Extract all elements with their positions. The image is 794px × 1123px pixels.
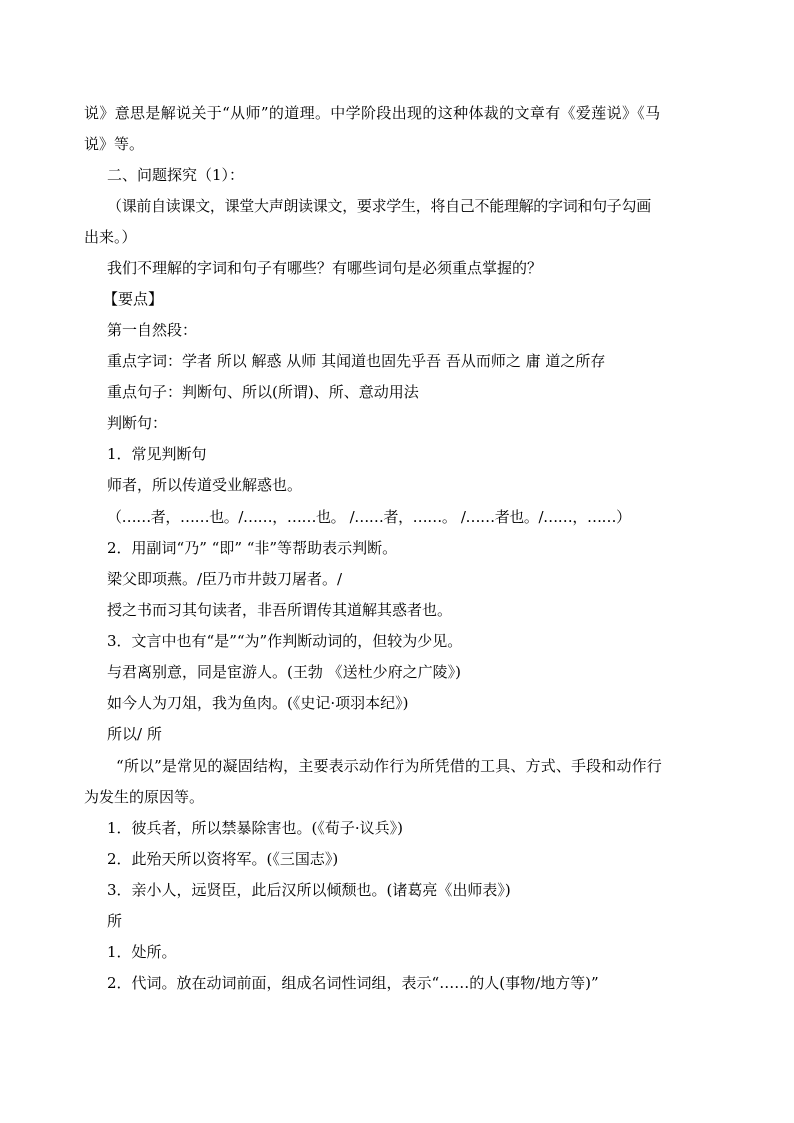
section-heading: 所 (107, 912, 123, 930)
text-line: 为发生的原因等。 (84, 788, 205, 806)
list-item: 2．此殆天所以资将军。(《三国志》) (107, 850, 339, 868)
example-line: 如今人为刀俎，我为鱼肉。(《史记·项羽本纪》) (107, 694, 409, 712)
text-line: “所以”是常见的凝固结构，主要表示动作行为所凭借的工具、方式、手段和动作行 (116, 757, 662, 775)
text-line: 我们不理解的字词和句子有哪些？有哪些词句是必须重点掌握的？ (107, 259, 543, 277)
list-item: 1．常见判断句 (107, 445, 207, 463)
section-heading: 所以/ 所 (107, 725, 162, 743)
key-words-line: 重点字词：学者 所以 解惑 从师 其闻道也固先乎吾 吾从而师之 庸 道之所存 (107, 352, 606, 370)
list-item: 2．代词。放在动词前面，组成名词性词组，表示“……的人(事物/地方等)” (107, 974, 599, 992)
list-item: 2．用副词“乃” “即” “非”等帮助表示判断。 (107, 539, 398, 557)
section-heading: 二、问题探究（1）： (107, 166, 245, 184)
example-line: 师者，所以传道受业解惑也。 (107, 476, 303, 494)
text-line: 说》等。 (84, 135, 145, 153)
list-item: 3．文言中也有“是”“为”作判断动词的，但较为少见。 (107, 632, 463, 650)
example-line: 授之书而习其句读者，非吾所谓传其道解其惑者也。 (107, 601, 453, 619)
text-line: （课前自读课文，课堂大声朗读课文，要求学生，将自己不能理解的字词和句子勾画 (107, 197, 651, 215)
text-line: 说》意思是解说关于“从师”的道理。中学阶段出现的这种体裁的文章有《爱莲说》《马 (84, 104, 661, 122)
list-item: 1．彼兵者，所以禁暴除害也。(《荀子·议兵》) (107, 819, 404, 837)
example-line: 梁父即项燕。/臣乃市井鼓刀屠者。/ (107, 570, 343, 588)
list-item: 3．亲小人，远贤臣，此后汉所以倾颓也。(诸葛亮《出师表》) (107, 881, 511, 899)
section-heading: 【要点】 (103, 290, 164, 308)
list-item: 1．处所。 (107, 943, 177, 961)
text-line: 第一自然段： (107, 321, 198, 339)
key-sentences-line: 重点句子：判断句、所以(所谓)、所、意动用法 (107, 383, 419, 401)
text-line: 出来。） (84, 228, 137, 246)
pattern-line: （……者，……也。/……，……也。 /……者，……。 /……者也。/……，……） (107, 508, 631, 526)
text-line: 判断句： (107, 414, 168, 432)
example-line: 与君离别意，同是宦游人。(王勃 《送杜少府之广陵》) (107, 663, 461, 681)
